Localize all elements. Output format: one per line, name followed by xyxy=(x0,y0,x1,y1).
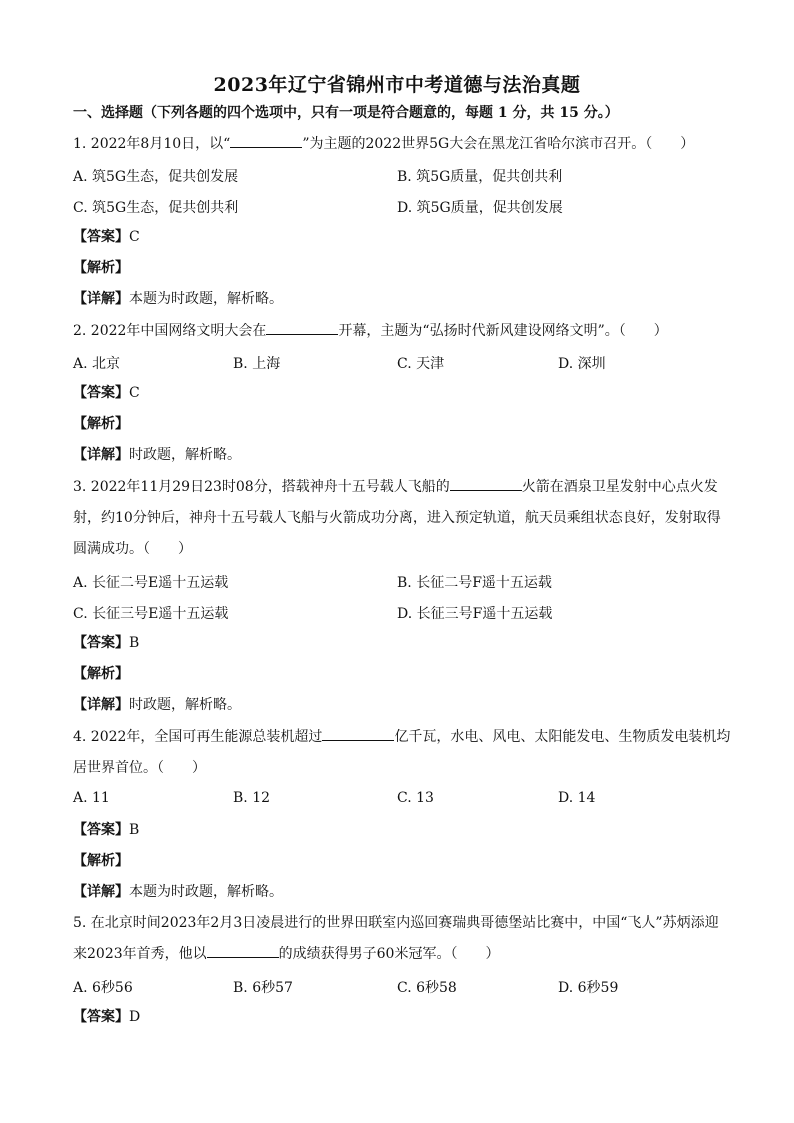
question-4-detail: 【详解】本题为时政题，解析略。 xyxy=(73,884,283,900)
question-1-option-c: C. 筑5G生态，促共创共利 xyxy=(73,200,239,216)
question-2-answer: 【答案】C xyxy=(73,385,140,401)
question-2-analysis: 【解析】 xyxy=(73,416,129,432)
question-2-option-d: D. 深圳 xyxy=(558,356,606,372)
question-3-stem: 3. 2022年11月29日23时08分，搭载神舟十五号载人飞船的 火箭在酒泉卫星发射中心点火发 xyxy=(73,479,718,495)
question-1-analysis: 【解析】 xyxy=(73,260,129,276)
question-3-option-b: B. 长征二号F遥十五运载 xyxy=(397,575,552,591)
question-5-option-c: C. 6秒58 xyxy=(397,980,457,996)
question-1-option-a: A. 筑5G生态，促共创发展 xyxy=(73,169,239,185)
question-5-option-b: B. 6秒57 xyxy=(233,980,293,996)
question-2-option-c: C. 天津 xyxy=(397,356,445,372)
question-4-analysis: 【解析】 xyxy=(73,853,129,869)
question-2-option-b: B. 上海 xyxy=(233,356,281,372)
question-3-detail: 【详解】时政题，解析略。 xyxy=(73,697,241,713)
question-4-stem-line-2: 居世界首位。（ ） xyxy=(73,760,206,776)
question-5-stem-line-2: 来2023年首秀，他以 的成绩获得男子60米冠军。（ ） xyxy=(73,946,500,962)
page-title: 2023年辽宁省锦州市中考道德与法治真题 xyxy=(213,74,581,96)
question-5-option-d: D. 6秒59 xyxy=(558,980,619,996)
question-5-stem: 5. 在北京时间2023年2月3日凌晨进行的世界田联室内巡回赛瑞典哥德堡站比赛中，中国“飞人”苏炳添迎 xyxy=(73,915,719,931)
question-4-stem: 4. 2022年，全国可再生能源总装机超过 亿千瓦，水电、风电、太阳能发电、生物质发电装机均 xyxy=(73,729,731,745)
question-5-answer: 【答案】D xyxy=(73,1009,141,1025)
question-2-detail: 【详解】时政题，解析略。 xyxy=(73,447,241,463)
question-5-option-a: A. 6秒56 xyxy=(73,980,133,996)
question-1-detail: 【详解】本题为时政题，解析略。 xyxy=(73,291,283,307)
answer-blank xyxy=(266,322,338,335)
question-3-option-d: D. 长征三号F遥十五运载 xyxy=(397,606,553,622)
answer-blank xyxy=(207,945,279,958)
answer-blank xyxy=(450,478,522,491)
question-2-stem: 2. 2022年中国网络文明大会在 开幕，主题为“弘扬时代新风建设网络文明”。（ ） xyxy=(73,323,668,339)
answer-blank xyxy=(230,135,302,148)
question-4-answer: 【答案】B xyxy=(73,822,140,838)
answer-blank xyxy=(322,728,394,741)
question-4-option-c: C. 13 xyxy=(397,790,434,806)
question-4-option-a: A. 11 xyxy=(73,790,110,806)
question-4-option-b: B. 12 xyxy=(233,790,271,806)
question-3-answer: 【答案】B xyxy=(73,635,140,651)
question-3-option-c: C. 长征三号E遥十五运载 xyxy=(73,606,229,622)
question-1-option-d: D. 筑5G质量，促共创发展 xyxy=(397,200,563,216)
question-1-stem: 1. 2022年8月10日，以“ ”为主题的2022世界5G大会在黑龙江省哈尔滨市召开。（ ） xyxy=(73,136,695,152)
question-3-stem-line-2: 射，约10分钟后，神舟十五号载人飞船与火箭成功分离，进入预定轨道，航天员乘组状态良好，发射取得 xyxy=(73,510,721,526)
question-3-analysis: 【解析】 xyxy=(73,666,129,682)
question-1-option-b: B. 筑5G质量，促共创共利 xyxy=(397,169,563,185)
question-4-option-d: D. 14 xyxy=(558,790,596,806)
question-3-stem-line-3: 圆满成功。（ ） xyxy=(73,541,192,557)
question-3-option-a: A. 长征二号E遥十五运载 xyxy=(73,575,229,591)
section-header: 一、选择题（下列各题的四个选项中，只有一项是符合题意的，每题 1 分，共 15 分。） xyxy=(73,105,619,121)
question-2-option-a: A. 北京 xyxy=(73,356,121,372)
question-1-answer: 【答案】C xyxy=(73,229,140,245)
